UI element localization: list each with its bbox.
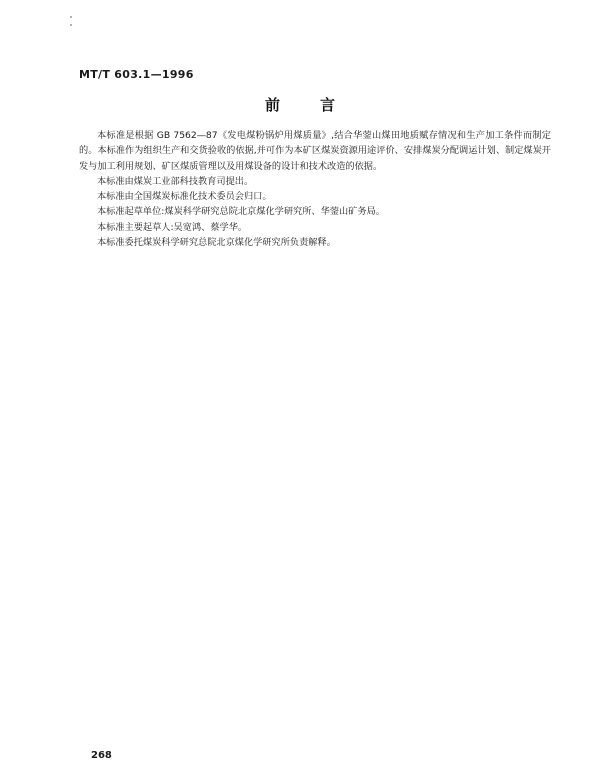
paragraph-main-drafters: 本标准主要起草人:吴宽鸿、蔡学华。 xyxy=(97,221,248,233)
page-number: 268 xyxy=(91,750,112,761)
paragraph-drafting-units: 本标准起草单位:煤炭科学研究总院北京煤化学研究所、华蓥山矿务局。 xyxy=(97,206,385,218)
scan-speck xyxy=(70,16,72,18)
paragraph-basis: 本标准是根据 GB 7562—87《发电煤粉锅炉用煤质量》,结合华蓥山煤田地质赋存情况和生产加工条件而制定的。本标准作为组织生产和交货验收的依据,并可作为本矿区煤炭资源用途评价、安排煤炭分配调运计划、制定煤炭开发与加工利用规划、矿区煤质管理以及用煤设备的设计和技术改造的依据。 xyxy=(79,130,551,172)
page-title: 前言 xyxy=(264,96,375,114)
paragraph-interpretation: 本标准委托煤炭科学研究总院北京煤化学研究所负责解释。 xyxy=(97,237,336,249)
scan-speck xyxy=(70,24,72,26)
foreword-body xyxy=(79,128,551,250)
paragraph-proposed-by: 本标准由煤炭工业部科技教育司提出。 xyxy=(97,175,254,187)
paragraph-centralized-by: 本标准由全国煤炭标准化技术委员会归口。 xyxy=(97,191,272,203)
standard-code: MT/T 603.1—1996 xyxy=(79,68,194,81)
